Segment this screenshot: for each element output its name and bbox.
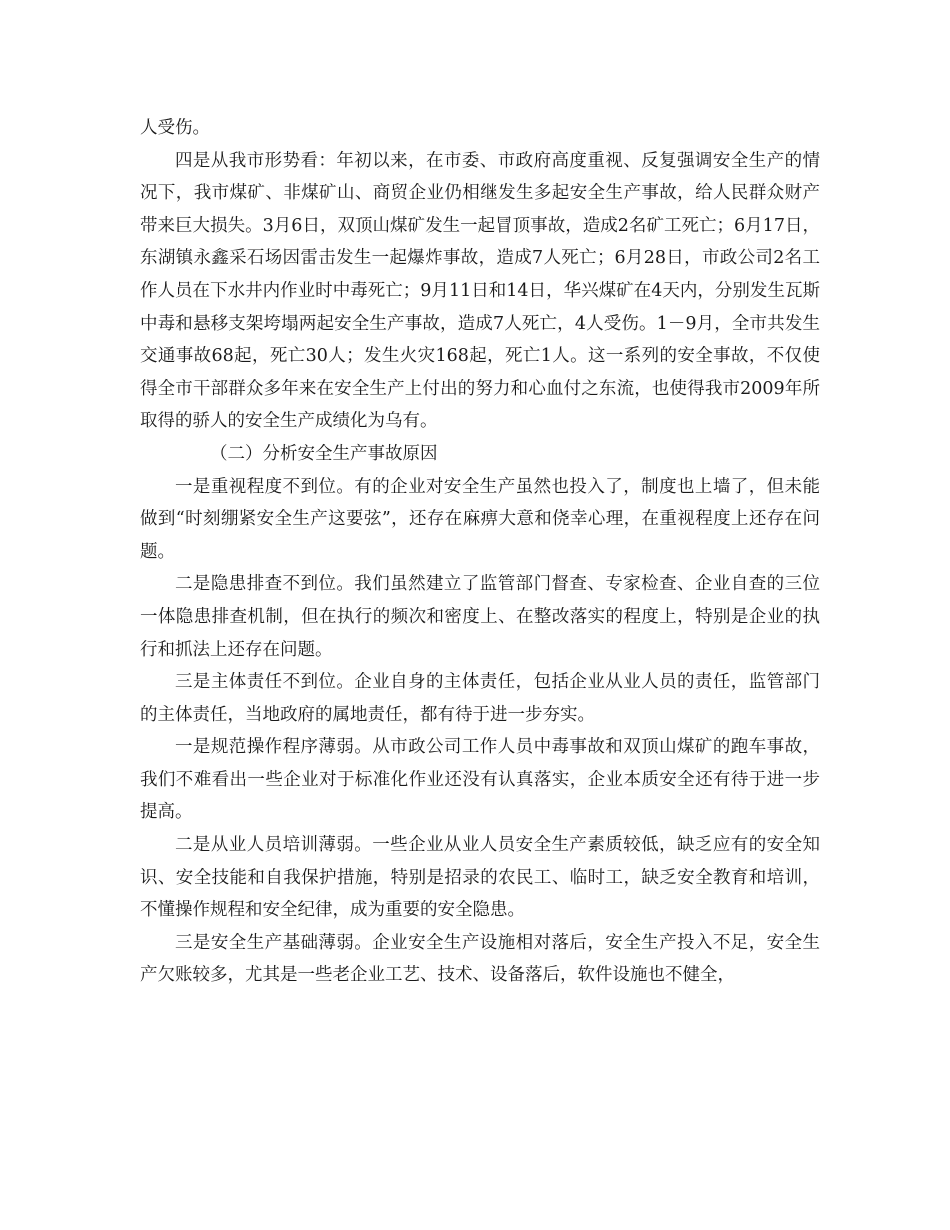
document-body xyxy=(140,112,820,992)
paragraph-operating-procedures: 一是规范操作程序薄弱。从市政公司工作人员中毒事故和双顶山煤矿的跑车事故，我们不难看出一些企业对于标准化作业还没有认真落实，企业本质安全还有待于进一步提高。 xyxy=(140,737,820,823)
paragraph-staff-training: 二是从业人员培训薄弱。一些企业从业人员安全生产素质较低，缺乏应有的安全知识、安全技能和自我保护措施，特别是招录的农民工、临时工，缺乏安全教育和培训，不懂操作规程和安全纪律，成为重要的安全隐患。 xyxy=(140,835,820,921)
section-heading-accident-causes: （二）分析安全生产事故原因 xyxy=(210,443,438,464)
paragraph-city-situation: 四是从我市形势看：年初以来，在市委、市政府高度重视、反复强调安全生产的情况下，我市煤矿、非煤矿山、商贸企业仍相继发生多起安全生产事故，给人民群众财产带来巨大损失。3月6日，双顶山煤矿发生一起冒顶事故，造成2名矿工死亡；6月17日，东湖镇永鑫采石场因雷击发生一起爆炸事故，造成7人死亡；6月28日，市政公司2名工作人员在下水井内作业时中毒死亡；9月11日和14日，华兴煤矿在4天内，分别发生瓦斯中毒和悬移支架垮塌两起安全生产事故，造成7人死亡，4人受伤。1－9月，全市共发生交通事故68起，死亡30人；发生火灾168起，死亡1人。这一系列的安全事故，不仅使得全市干部群众多年来在安全生产上付出的努力和心血付之东流，也使得我市2009年所取得的骄人的安全生产成绩化为乌有。 xyxy=(140,150,820,432)
paragraph-attention-level: 一是重视程度不到位。有的企业对安全生产虽然也投入了，制度也上墙了，但未能做到“时刻绷紧安全生产这要弦”，还存在麻痹大意和侥幸心理，在重视程度上还存在问题。 xyxy=(140,476,820,562)
paragraph-continuation: 人受伤。 xyxy=(140,118,210,138)
paragraph-main-responsibility: 三是主体责任不到位。企业自身的主体责任，包括企业从业人员的责任，监管部门的主体责任，当地政府的属地责任，都有待于进一步夯实。 xyxy=(140,672,820,725)
paragraph-safety-foundation: 三是安全生产基础薄弱。企业安全生产设施相对落后，安全生产投入不足，安全生产欠账较多，尤其是一些老企业工艺、技术、设备落后，软件设施也不健全， xyxy=(140,932,820,986)
paragraph-hazard-inspection: 二是隐患排查不到位。我们虽然建立了监管部门督查、专家检查、企业自查的三位一体隐患排查机制，但在执行的频次和密度上、在整改落实的程度上，特别是企业的执行和抓法上还存在问题。 xyxy=(140,574,820,660)
